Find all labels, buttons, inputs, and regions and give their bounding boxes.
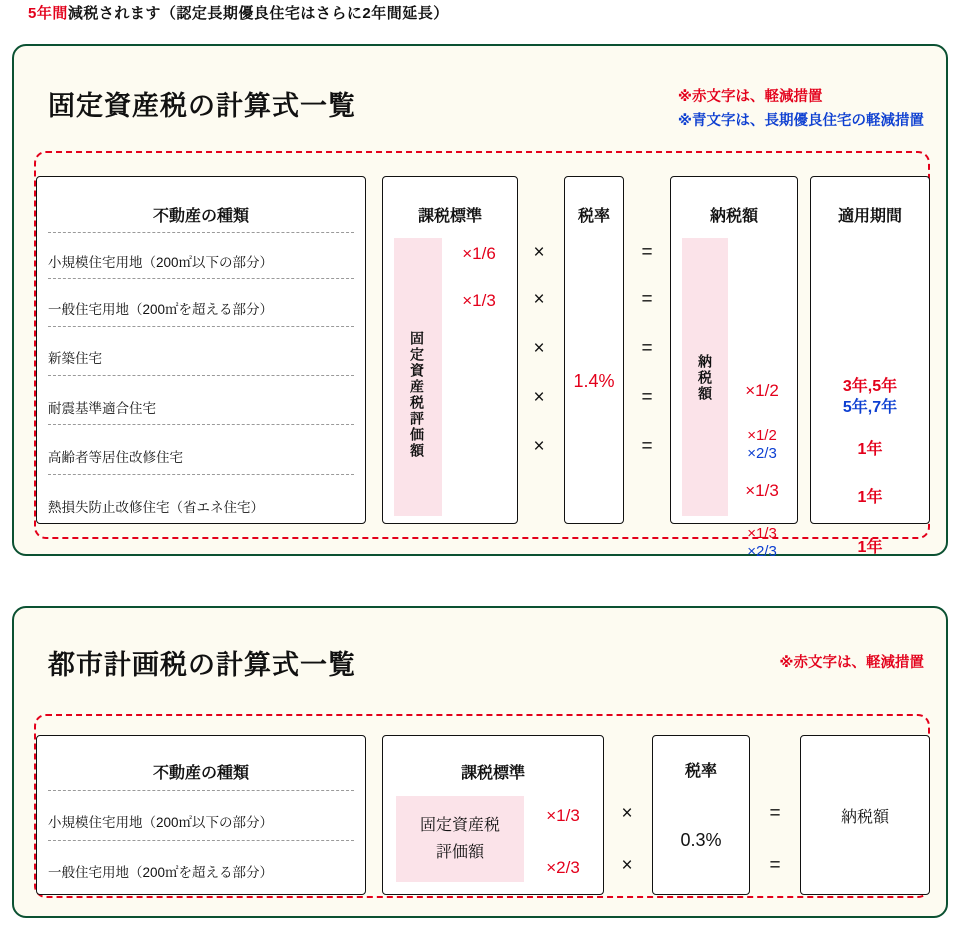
city-plan-rate-value: 0.3% (680, 830, 722, 850)
legend-blue-note: ※青文字は、長期優良住宅の軽減措置 (677, 112, 924, 129)
city-plan-panel-title: 都市計画税の計算式一覧 (48, 650, 356, 680)
city-plan-base-factor-0: ×1/3 (546, 806, 580, 825)
period-4a: 1年 (857, 489, 883, 506)
equals-symbol-1: = (641, 289, 653, 310)
multiply-symbol-1: × (533, 289, 545, 310)
equals-symbol-0: = (641, 242, 653, 263)
fixed-asset-tax-header: 納税額 (709, 208, 758, 225)
row-label-type-5: 熱損失防止改修住宅（省エネ住宅） (48, 500, 264, 515)
tax-factor-2a: ×1/2 (745, 381, 779, 400)
fixed-asset-type-header: 不動産の種類 (152, 208, 249, 225)
divider (48, 326, 354, 327)
city-plan-base-factor-1: ×2/3 (546, 858, 580, 877)
city-plan-equals-1: = (769, 855, 781, 876)
base-factor-0: ×1/6 (462, 244, 496, 263)
fixed-asset-rate-value: 1.4% (573, 371, 615, 391)
divider (48, 474, 354, 475)
city-plan-multiply-1: × (621, 855, 633, 876)
divider (48, 424, 354, 425)
city-plan-equals-0: = (769, 803, 781, 824)
base-vertical-label: 固定資産税評価額 (409, 331, 425, 459)
legend-red-note: ※赤文字は、軽減措置 (677, 89, 823, 105)
row-label-type-2: 新築住宅 (48, 351, 102, 366)
fixed-asset-base-header: 課税標準 (417, 208, 482, 225)
row-label-type-4: 高齢者等居住改修住宅 (48, 450, 183, 465)
period-3a: 1年 (857, 441, 883, 458)
city-planning-tax-panel (12, 606, 948, 918)
base-factor-1: ×1/3 (462, 291, 496, 310)
city-plan-type-header: 不動産の種類 (152, 765, 249, 782)
tax-factor-4a: ×1/3 (745, 481, 779, 500)
divider (48, 375, 354, 376)
equals-symbol-2: = (641, 338, 653, 359)
fixed-asset-rate-header: 税率 (577, 208, 610, 225)
row-label-type-0: 小規模住宅用地（200㎡以下の部分） (48, 255, 274, 270)
divider (48, 840, 354, 841)
multiply-symbol-3: × (533, 387, 545, 408)
row-label-type-3: 耐震基準適合住宅 (48, 401, 156, 416)
equals-symbol-4: = (641, 436, 653, 457)
fixed-asset-rate-column (564, 176, 624, 524)
city-plan-result-label: 納税額 (840, 809, 889, 826)
period-5a: 1年 (857, 539, 883, 556)
city-plan-multiply-0: × (621, 803, 633, 824)
top-note (28, 2, 449, 23)
tax-factor-5a: ×1/3 (747, 525, 777, 542)
divider (48, 232, 354, 233)
equals-symbol-3: = (641, 387, 653, 408)
tax-factor-3b: ×2/3 (747, 445, 777, 462)
fixed-asset-panel-title: 固定資産税の計算式一覧 (48, 91, 356, 121)
city-plan-row-label-0: 小規模住宅用地（200㎡以下の部分） (48, 815, 274, 830)
city-plan-base-label-line2: 評価額 (435, 844, 484, 861)
fixed-asset-period-column (810, 176, 930, 524)
city-plan-row-label-1: 一般住宅用地（200㎡を超える部分） (48, 865, 274, 880)
fixed-asset-tax-panel (12, 44, 948, 560)
legend-red-note-city: ※赤文字は、軽減措置 (779, 655, 924, 671)
city-plan-rate-header: 税率 (684, 763, 717, 780)
period-2a: 3年,5年 (842, 378, 898, 395)
fixed-asset-period-header: 適用期間 (837, 208, 902, 225)
multiply-symbol-4: × (533, 436, 545, 457)
fixed-asset-legend (678, 86, 924, 134)
top-note-highlight: 5年間 (28, 5, 68, 22)
city-plan-legend (779, 652, 924, 676)
multiply-symbol-2: × (533, 338, 545, 359)
divider (48, 278, 354, 279)
divider (48, 790, 354, 791)
tax-factor-5b: ×2/3 (747, 543, 777, 560)
period-2b: 5年,7年 (842, 399, 898, 416)
city-plan-base-header: 課税標準 (460, 765, 525, 782)
multiply-symbol-0: × (533, 242, 545, 263)
top-note-rest: 減税されます（認定長期優良住宅はさらに2年間延長） (67, 5, 449, 22)
city-plan-base-label-line1: 固定資産税 (419, 817, 500, 834)
tax-factor-3a: ×1/2 (747, 427, 777, 444)
row-label-type-1: 一般住宅用地（200㎡を超える部分） (48, 302, 274, 317)
tax-vertical-label: 納税額 (697, 354, 713, 402)
